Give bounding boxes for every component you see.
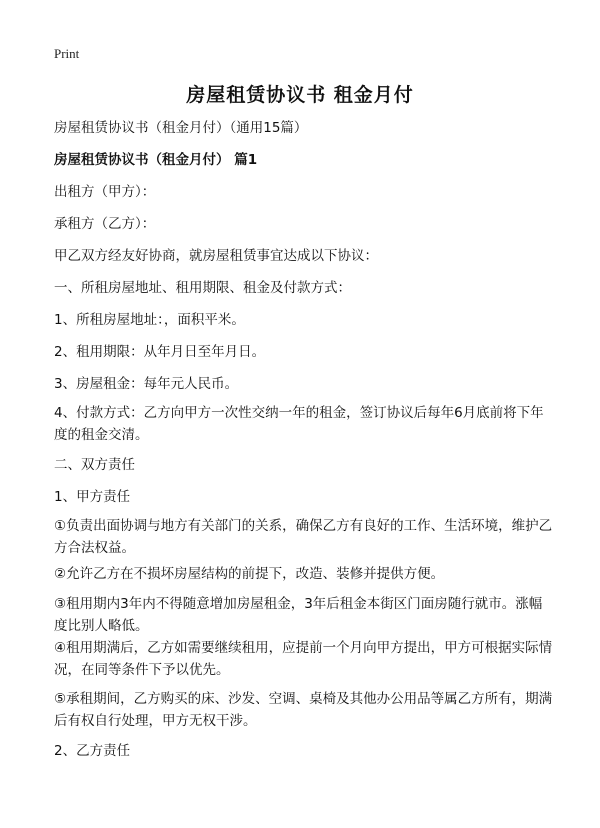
paragraph-party-a-duties: 1、甲方责任	[54, 489, 131, 505]
paragraph-duty-4: ④租用期满后，乙方如需要继续租用，应提前一个月向甲方提出，甲方可根据实际情况，在同等条件下予以优先。	[54, 640, 553, 678]
paragraph-duty-2: ②允许乙方在不损坏房屋结构的前提下，改造、装修并提供方便。	[54, 566, 445, 582]
paragraph-section-one: 一、所租房屋地址、租用期限、租金及付款方式：	[54, 280, 351, 296]
document-title: 房屋租赁协议书 租金月付	[186, 84, 414, 106]
paragraph-duty-1: ①负责出面协调与地方有关部门的关系，确保乙方有良好的工作、生活环境，维护乙方合法权益。	[54, 518, 553, 556]
section-heading: 房屋租赁协议书（租金月付） 篇1	[54, 152, 258, 168]
paragraph-party-b-duties: 2、乙方责任	[54, 743, 131, 759]
paragraph-duty-5: ⑤承租期间，乙方购买的床、沙发、空调、桌椅及其他办公用品等属乙方所有，期满后有权自行处理，甲方无权干涉。	[54, 691, 553, 729]
paragraph-rent: 3、房屋租金：每年元人民币。	[54, 376, 239, 392]
paragraph-duty-3: ③租用期内3年内不得随意增加房屋租金，3年后租金本街区门面房随行就市。涨幅度比别人略低。	[54, 596, 543, 634]
paragraph-payment: 4、付款方式：乙方向甲方一次性交纳一年的租金，签订协议后每年6月底前将下年度的租金交清。	[54, 405, 544, 443]
paragraph-lessor: 出租方（甲方）：	[54, 184, 156, 200]
print-label: Print	[54, 46, 80, 61]
paragraph-section-two: 二、双方责任	[54, 457, 135, 473]
paragraph-lessee: 承租方（乙方）：	[54, 216, 156, 232]
paragraph-term: 2、租用期限：从年月日至年月日。	[54, 344, 266, 360]
document-subtitle: 房屋租赁协议书（租金月付）（通用15篇）	[54, 120, 308, 136]
paragraph-intro: 甲乙双方经友好协商，就房屋租赁事宜达成以下协议：	[54, 248, 378, 264]
paragraph-address: 1、所租房屋地址：，面积平米。	[54, 312, 245, 328]
